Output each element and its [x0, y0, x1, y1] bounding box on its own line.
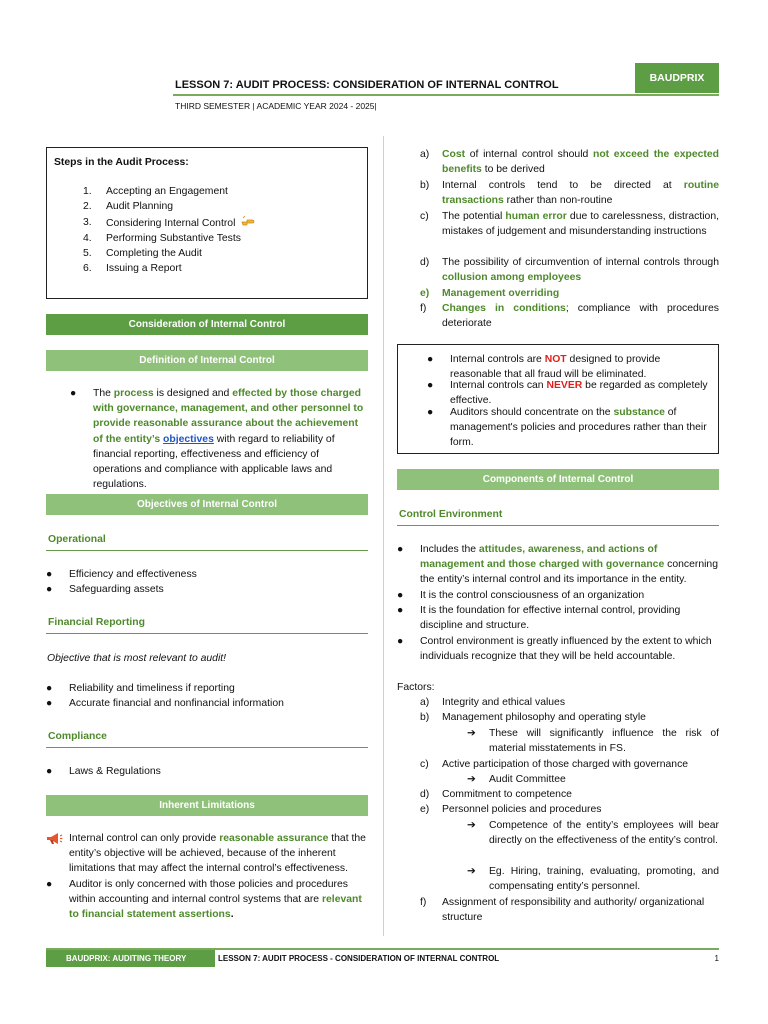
section-bar-inherent: Inherent Limitations	[46, 795, 368, 816]
steps-box	[46, 147, 368, 299]
notice-item: ● Internal controls are NOT designed to provide reasonable that all fraud will be eliminated.	[427, 354, 661, 381]
page-title: LESSON 7: AUDIT PROCESS: CONSIDERATION OF INTERNAL CONTROL	[175, 79, 559, 91]
factor-item: b) Management philosophy and operating style	[420, 712, 646, 723]
factor-sub-item: ➔ Competence of the entity’s employees will bear directly on the effectiveness of the entity’s control.	[467, 820, 719, 847]
limitation-item: e) Management overriding	[420, 288, 560, 299]
section-bar-consideration: Consideration of Internal Control	[46, 314, 368, 335]
factor-item: e) Personnel policies and procedures	[420, 804, 602, 815]
list-item: ● Safeguarding assets	[46, 584, 164, 595]
steps-heading: Steps in the Audit Process:	[54, 157, 189, 168]
step-item: 6. Issuing a Report	[83, 263, 182, 275]
operational-heading: Operational	[46, 532, 368, 551]
step-item: 1. Accepting an Engagement	[83, 186, 228, 198]
list-item: ● Reliability and timeliness if reporting	[46, 683, 235, 694]
control-env-item: ● It is the foundation for effective internal control, providing discipline and structure.	[397, 605, 681, 632]
definition-paragraph: ● The process is designed and effected by those charged with governance, management, and other personnel to provide reasonable assurance about the achievement of the entity’s objectives with regard to reliability of financial reporting, effectiveness and efficiency of operations and compliance with applicable laws and regulations.	[70, 388, 364, 491]
control-env-item: ● Includes the attitudes, awareness, and actions of management and those charged with governance concerning the entity’s internal control and its importance in the entity.	[397, 544, 718, 586]
list-item: ● Laws & Regulations	[46, 766, 161, 777]
page-subtitle: THIRD SEMESTER | ACADEMIC YEAR 2024 - 2025|	[175, 101, 377, 111]
inherent-item: ● Auditor is only concerned with those policies and procedures within accounting and internal control systems that are relevant to financial statement assertions.	[46, 879, 362, 921]
arrow-icon: ➔	[467, 866, 476, 877]
notice-item: ● Auditors should concentrate on the substance of management's policies and procedures rather than their form.	[427, 407, 707, 449]
header-rule	[173, 94, 719, 96]
page-number: 1	[714, 954, 719, 963]
column-divider	[383, 136, 384, 936]
arrow-icon: ➔	[467, 728, 476, 739]
arrow-icon: ➔	[467, 820, 476, 831]
inherent-item: Internal control can only provide reasonable assurance that the entity’s objective will be achieved, because of the inherent limitations that may affect the internal control’s effectiveness.	[46, 831, 368, 877]
control-environment-heading: Control Environment	[397, 507, 719, 526]
factor-sub-item: ➔ Audit Committee	[467, 772, 719, 787]
factor-item: a) Integrity and ethical values	[420, 697, 566, 708]
factors-label: Factors:	[397, 682, 435, 693]
arrow-icon: ➔	[467, 774, 476, 785]
financial-reporting-heading: Financial Reporting	[46, 615, 368, 634]
megaphone-icon	[46, 832, 63, 845]
factor-sub-item: ➔ Eg. Hiring, training, evaluating, promoting, and compensating entity’s personnel.	[467, 866, 719, 893]
footer-brand: BAUDPRIX: AUDITING THEORY	[46, 950, 215, 967]
relevance-note: Objective that is most relevant to audit!	[47, 653, 227, 664]
factor-sub-item: ➔ These will significantly influence the risk of material misstatements in FS.	[467, 728, 719, 755]
limitation-item: a) Cost of internal control should not exceed the expected benefits to be derived	[420, 149, 719, 176]
objectives-link[interactable]: objectives	[163, 433, 214, 445]
limitation-item: d) The possibility of circumvention of internal controls through collusion among employees	[420, 257, 719, 284]
bullet-dot: ●	[70, 388, 77, 399]
pointing-hand-icon	[241, 215, 255, 227]
factor-item: c) Active participation of those charged with governance	[420, 759, 689, 770]
brand-badge: BAUDPRIX	[635, 63, 719, 93]
section-bar-definition: Definition of Internal Control	[46, 350, 368, 371]
list-item: ● Efficiency and effectiveness	[46, 569, 197, 580]
step-item: 3. Considering Internal Control	[54, 215, 360, 231]
factor-item: f) Assignment of responsibility and authority/ organizational structure	[420, 897, 705, 924]
limitation-item: f) Changes in conditions; compliance with procedures deteriorate	[420, 303, 719, 330]
factor-item: d) Commitment to competence	[420, 789, 572, 800]
limitation-item: c) The potential human error due to carelessness, distraction, mistakes of judgement and misunderstanding instructions	[420, 211, 720, 238]
section-bar-objectives: Objectives of Internal Control	[46, 494, 368, 515]
list-item: ● Accurate financial and nonfinancial information	[46, 698, 284, 709]
compliance-heading: Compliance	[46, 729, 368, 748]
control-env-item: ● It is the control consciousness of an organization	[397, 590, 645, 601]
control-env-item: ● Control environment is greatly influenced by the extent to which individuals recognize that they will be held accountable.	[397, 636, 712, 663]
step-item: 4. Performing Substantive Tests	[83, 232, 241, 244]
step-item: 2. Audit Planning	[83, 201, 174, 213]
footer-lesson: LESSON 7: AUDIT PROCESS - CONSIDERATION OF INTERNAL CONTROL	[218, 954, 500, 963]
section-bar-components: Components of Internal Control	[397, 469, 719, 490]
step-item: 5. Completing the Audit	[83, 248, 202, 260]
limitation-item: b) Internal controls tend to be directed at routine transactions rather than non-routine	[420, 180, 719, 207]
notice-item: ● Internal controls can NEVER be regarded as completely effective.	[427, 380, 708, 407]
